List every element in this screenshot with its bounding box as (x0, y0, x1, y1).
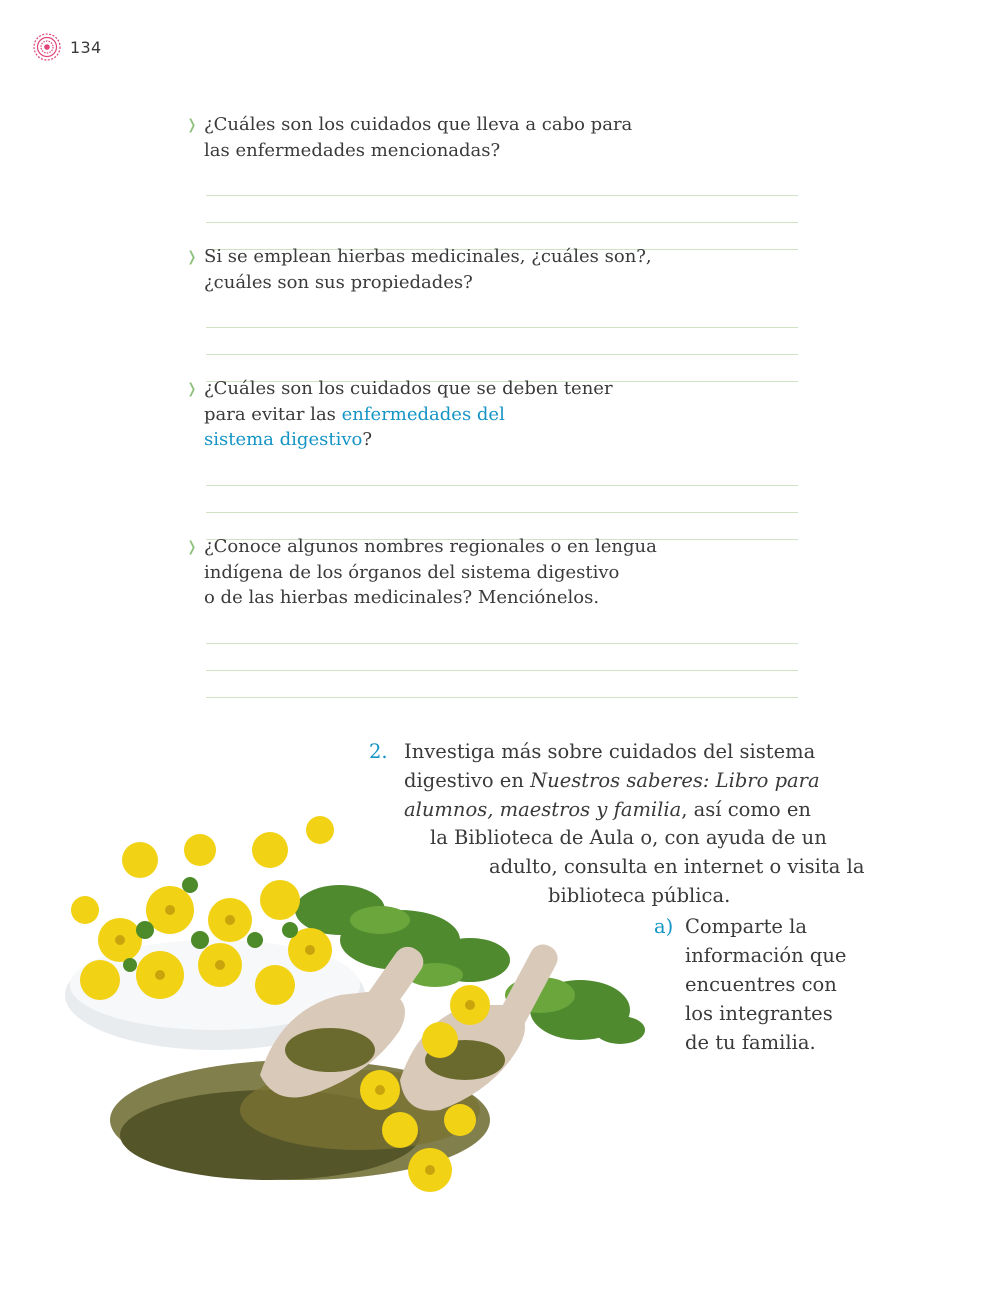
answer-line[interactable] (206, 301, 798, 328)
answer-line[interactable] (206, 196, 798, 223)
answer-line[interactable] (206, 486, 798, 513)
sub-activity-line: información que (685, 944, 847, 967)
question-3-text (204, 376, 806, 453)
activity-number: 2. (369, 740, 388, 763)
question-1-text (204, 112, 806, 163)
question-line: ¿Cuáles son los cuidados que se deben tener (204, 378, 613, 399)
activity-line: la Biblioteca de Aula o, con ayuda de un (430, 826, 827, 849)
question-line: las enfermedades mencionadas? (204, 139, 501, 161)
question-line: ¿Cuáles son los cuidados que lleva a cabo para (204, 114, 633, 135)
sub-activity-line: Comparte la (685, 915, 808, 938)
sub-activity-letter: a) (654, 915, 674, 938)
question-line: Si se emplean hierbas medicinales, ¿cuáles son?, (204, 246, 652, 267)
question-text-part: para evitar las (204, 403, 342, 425)
sub-activity-line: encuentres con (685, 973, 837, 996)
activity-line: Investiga más sobre cuidados del sistema (404, 740, 816, 763)
answer-area-3[interactable] (206, 459, 798, 540)
activity-line (404, 795, 811, 824)
question-2 (186, 244, 806, 382)
question-1 (186, 112, 806, 250)
mandala-icon (32, 32, 62, 62)
question-4-text (204, 534, 806, 611)
glossary-term[interactable]: sistema digestivo (204, 429, 363, 450)
answer-line[interactable] (206, 671, 798, 698)
page-header (32, 32, 101, 62)
question-line: ¿cuáles son sus propiedades? (204, 271, 473, 293)
sub-activity-line: de tu familia. (685, 1031, 816, 1054)
question-2-text (204, 244, 806, 295)
question-line: o de las hierbas medicinales? Menciónelos. (204, 587, 600, 608)
question-3 (186, 376, 806, 540)
bullet-marker: ❭ (186, 117, 198, 133)
answer-line[interactable] (206, 328, 798, 355)
bullet-marker: ❭ (186, 539, 198, 555)
question-4 (186, 534, 806, 698)
answer-line[interactable] (206, 617, 798, 644)
page-number: 134 (70, 37, 102, 57)
question-line (204, 427, 806, 453)
book-title: Nuestros saberes: Libro para (530, 769, 820, 792)
question-line (204, 402, 806, 428)
question-text-part: ? (362, 429, 372, 450)
answer-line[interactable] (206, 644, 798, 671)
question-line: indígena de los órganos del sistema digestivo (204, 561, 620, 583)
answer-area-2[interactable] (206, 301, 798, 382)
question-line: ¿Conoce algunos nombres regionales o en lengua (204, 536, 657, 557)
activity-text-part: , así como en (681, 798, 811, 821)
activity-text-part: digestivo en (404, 769, 531, 792)
book-title: alumnos, maestros y familia (404, 798, 682, 821)
answer-area-1[interactable] (206, 169, 798, 250)
activity-line (404, 766, 820, 795)
answer-line[interactable] (206, 169, 798, 196)
answer-area-4[interactable] (206, 617, 798, 698)
answer-line[interactable] (206, 459, 798, 486)
sub-activity-line: los integrantes (685, 1002, 833, 1025)
activity-line: biblioteca pública. (548, 884, 731, 907)
glossary-term[interactable]: enfermedades del (341, 403, 505, 425)
bullet-marker: ❭ (186, 249, 198, 265)
bullet-marker: ❭ (186, 381, 198, 397)
activity-line: adulto, consulta en internet o visita la (489, 855, 865, 878)
